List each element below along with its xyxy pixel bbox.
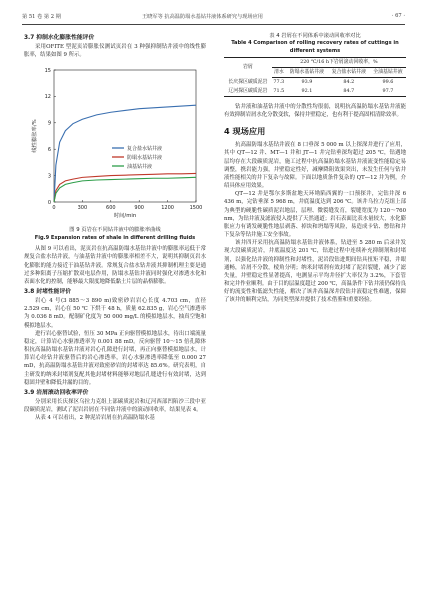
paragraph: 从表 4 可以看出，2 种泥岩岩屑在抗高温防塌水基 (35, 415, 155, 422)
table-cell: 92.1 (286, 87, 328, 97)
legend-label-3: 油基钻井液 (127, 164, 153, 171)
x-axis-label: 时间/min (113, 213, 137, 220)
table-row (224, 78, 406, 88)
series-line-1 (54, 106, 196, 203)
paragraph: 进行岩心驱替试验，恒压 30 MPa 正向驱替模拟地层水，待出口端流量稳定，计算岩心水驱渗透率为 0.001 88 mD。反向驱替 10～15 倍孔隙体积抗高温防塌水基钻井液对岩心孔隙进行封堵，再正向驱替模拟地层水，计算岩心经钻井液驱替后的岩心渗透率，岩心水驱渗透率降低至 0.000 27 mD，抗高温防塌水基钻井液对致密砂岩的封堵率达 85.6%。研究表明，自主研发的纳米封堵剂复配其他封堵材料能够对地层孔缝进行有效封堵，达到稳固井壁和降低井漏的目的。 (24, 330, 206, 386)
x-tick-label: 600 (106, 205, 116, 212)
table-cell: 93.9 (301, 79, 313, 85)
legend-label-1: 复合盐水钻井液 (127, 146, 163, 153)
x-tick-label: 1200 (161, 205, 174, 212)
y-tick-label: 12 (44, 94, 51, 101)
expansion-rate-chart (24, 62, 206, 226)
table-column-header: 清水 (272, 68, 286, 78)
section-3-9-heading: 3.9 岩屑滚动回收率评价 (24, 389, 89, 396)
table-column-header: 复合盐水钻井液 (328, 68, 370, 78)
table-cell: 84.7 (328, 87, 370, 97)
paragraph: 分别采用长庆探区乌拉力克组上部碳质泥岩和辽河西部凹陷沙三段中亚段碳质泥岩，测试了泥岩岩屑在不同钻井液中的滚动回收率，结果见表 4。 (24, 398, 206, 413)
y-tick-label: 9 (47, 120, 51, 127)
x-tick-label: 300 (77, 205, 88, 212)
x-tick-label: 0 (52, 205, 56, 212)
table-row (224, 87, 406, 97)
series-line-3 (54, 178, 196, 203)
table-cell: 长庆探区碳质泥岩 (228, 78, 268, 85)
table-4 (224, 57, 406, 97)
table-cell: 71.5 (272, 87, 286, 97)
y-tick-label: 15 (44, 68, 51, 75)
table-cell: 辽河探区碳质泥岩 (224, 87, 272, 97)
table-cell: 84.2 (343, 79, 355, 85)
paragraph: 该井四开采用抗高温防塌水基钻井液体系，钻进至 5 280 m 后录井发现大段碳质泥岩，井底温度达 201 ℃，钻进过程中连续补充抑制剂和封堵剂，以强化钻井液的抑制性和封堵性，泥岩段钻进期间钻具扭矩平稳，井眼通畅，岩屑不分散，棱角分明；纳米封堵剂有效封堵了泥岩裂缝，减少了滤失量，井壁稳定性显著提高，电测显示平均井径扩大率仅为 3.2%，下套管和完井作业顺利。由于目的层温度超过 200 ℃，高温条件下钻井液仍保持良好的流变性和低滤失性能，解决了该井高温深井段钻井液稳定性难题，保障了该井的顺利完钻，为同类型深井提供了技术借鉴和重要经验。 (224, 240, 406, 304)
paragraph: 岩心 4 号(3 885～3 890 m)致密砂岩岩心长度 4.703 cm，直径 2.529 cm，岩心在 50 ℃ 下烘干 48 h，质量 62.835 g，岩心空气渗透率为 0.036 8 mD。配制矿化度为 50 000 mg/L 的模拟地层水，抽真空饱和模拟地层水。 (24, 298, 206, 329)
table-4-caption-cn: 表 4 岩屑在不同体系中滚动回收率对比 (269, 33, 361, 39)
right-column (224, 32, 406, 304)
section-3-7-heading: 3.7 抑制水化膨胀性能评价 (24, 35, 95, 41)
paragraph: QT—12 井是鄂尔多斯盆地天环坳陷西翼的一口预探井，完钻井深 6 436 m，完钻垂深 5 968 m，井底温度达到 206 ℃。该井乌拉力克组上部为典型的硬脆性碳质泥岩地层，层理、微裂缝发育，裂缝宽度为 120～760 nm，为钻井液及滤液侵入提供了天然通道；岩石表面比表水量较大，水化膨胀应力有诱发硬脆性地层剥落、掉块和坍塌等风险，易造成卡钻、憋钻和井下复杂等钻井施工安全事故。 (224, 191, 406, 239)
table-span-header: 220 ℃/16 h下岩屑滚动回收率，% (272, 58, 406, 68)
paragraph: 钻井液和油基钻井液中的分散性均很弱，说明抗高温防塌水基钻井液能有效抑制岩屑水化分散变软，保持井壁稳定，也有利于提高固相清除效率。 (224, 104, 406, 119)
figure-9-caption-en: Fig.9 Expansion rates of shale in different drilling fluids (34, 235, 196, 242)
table-row-header: 岩屑 (224, 58, 272, 78)
paragraph: 采用OFITE 型泥页岩膨胀仪测试页岩在 3 种强抑制钻井液中的线性膨胀率，结果如图 9 所示。 (24, 44, 206, 59)
running-title: 王晓军等 抗高温防塌水基钻井液体系研究与现场应用 (142, 14, 263, 20)
legend-label-2: 防塌水基钻井液 (127, 155, 163, 162)
y-tick-label: 3 (47, 173, 51, 180)
figure-9-caption-cn: 图 9 页岩在不同钻井液中的膨胀率曲线 (69, 227, 161, 234)
x-tick-label: 1500 (189, 205, 203, 212)
journal-volume: 第 51 卷 第 2 期 (22, 14, 61, 20)
page-number: · 67 · (391, 13, 405, 19)
table-cell: 97.7 (370, 87, 406, 97)
y-tick-label: 6 (47, 147, 51, 154)
y-tick-label: 0 (47, 200, 51, 207)
y-axis-label: 线性膨胀率/% (32, 119, 38, 153)
table-cell: 99.6 (382, 79, 394, 85)
left-column (24, 32, 206, 422)
table-cell: 77.3 (273, 79, 285, 85)
section-4-heading: 4 现场应用 (224, 126, 266, 137)
section-3-8-heading: 3.8 封堵性能评价 (24, 289, 72, 296)
paragraph: 从图 9 可以看出，泥页岩在抗高温防塌水基钻井液中的膨胀率远低于常规复合盐水钻井液，与油基钻井液中的膨胀率相差不大，说明其抑制页岩水化膨胀的能力接近于油基钻井液。常规复合盐水钻井液其抑制机理主要是通过多种阳离子压缩扩散双电层作用，防塌水基钻井液同时强化对渗透水化和表面水化的控制，能够最大限度地降低黏土片层的晶格膨胀。 (24, 246, 206, 285)
figure-9 (24, 62, 206, 226)
table-column-header: 防塌水基钻井液 (286, 68, 328, 78)
table-4-caption-en: Table 4 Comparison of rolling recovery rates of cuttings in different systems (231, 40, 399, 54)
paragraph: 抗高温防塌水基钻井液在 8 口垂深 5 000 m 以上探深井进行了应用，其中 QT—12 井、MT—1 井和 JT—1 井完钻垂深均超过 205 ℃，钻遇地层均存在大段碳质泥岩，施工过程中抗高温防塌水基钻井液流变性能稳定易调整，携岩能力强，井壁稳定性好，减摩降阻效果突出，未发生任何与钻井液性能相关的井下复杂与故障。下面以地质条件复杂的 QT—12 井为例，介绍具体应用效果。 (224, 142, 406, 190)
header-rule (22, 24, 405, 25)
table-column-header: 全油基钻井液 (370, 68, 406, 78)
x-tick-label: 900 (134, 205, 144, 212)
